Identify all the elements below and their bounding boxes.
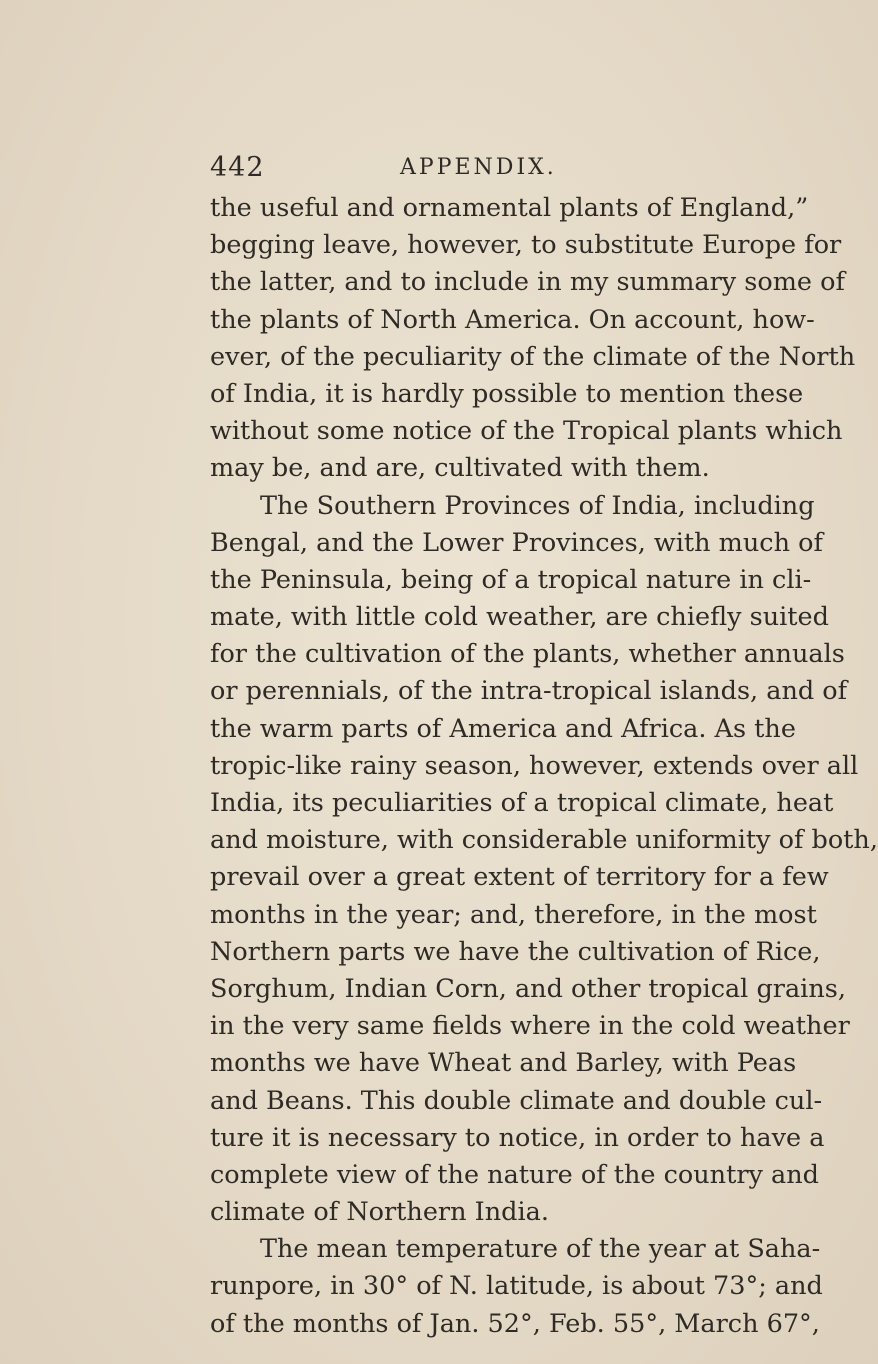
text-line: climate of Northern India. [210,1197,549,1228]
text-line: for the cultivation of the plants, whether annuals [210,639,845,670]
body-text [210,190,878,1343]
text-line: the warm parts of America and Africa. As the [210,713,796,744]
text-line: months we have Wheat and Barley, with Peas [210,1048,797,1079]
text-line: or perennials, of the intra-tropical islands, and of [210,676,848,707]
text-line: months in the year; and, therefore, in the most [210,899,817,930]
page-number: 442 [210,152,265,183]
text-line: ture it is necessary to notice, in order to have a [210,1122,825,1153]
running-head [210,148,794,188]
text-line: prevail over a great extent of territory for a few [210,862,829,893]
text-line: Sorghum, Indian Corn, and other tropical grains, [210,973,846,1004]
text-line: The Southern Provinces of India, including [260,490,815,521]
text-line: Bengal, and the Lower Provinces, with much of [210,527,823,558]
text-line: The mean temperature of the year at Saha- [260,1234,821,1265]
text-line: the useful and ornamental plants of England,” [210,193,809,223]
text-line: mate, with little cold weather, are chiefly suited [210,602,829,633]
text-line: in the very same fields where in the cold weather [210,1011,850,1042]
text-line: may be, and are, cultivated with them. [210,453,710,484]
text-line: begging leave, however, to substitute Europe for [210,230,842,261]
text-line: of India, it is hardly possible to mention these [210,378,804,409]
text-line: the latter, and to include in my summary some of [210,267,845,298]
text-line: runpore, in 30° of N. latitude, is about 73°; and [210,1271,823,1302]
text-line: ever, of the peculiarity of the climate of the North [210,341,856,372]
text-line: Northern parts we have the cultivation of Rice, [210,936,821,967]
text-line: India, its peculiarities of a tropical climate, heat [210,788,834,818]
text-line: and Beans. This double climate and double cul- [210,1085,823,1116]
text-line: of the months of Jan. 52°, Feb. 55°, March 67°, [210,1308,820,1339]
text-line: the plants of North America. On account, how- [210,304,815,335]
text-line: complete view of the nature of the country and [210,1159,819,1190]
text-line: without some notice of the Tropical plants which [210,416,843,447]
text-line: and moisture, with considerable uniformity of both, [210,825,878,856]
running-title: APPENDIX. [400,155,557,180]
text-line: tropic-like rainy season, however, extends over all [210,750,859,781]
text-line: the Peninsula, being of a tropical nature in cli- [210,564,812,595]
